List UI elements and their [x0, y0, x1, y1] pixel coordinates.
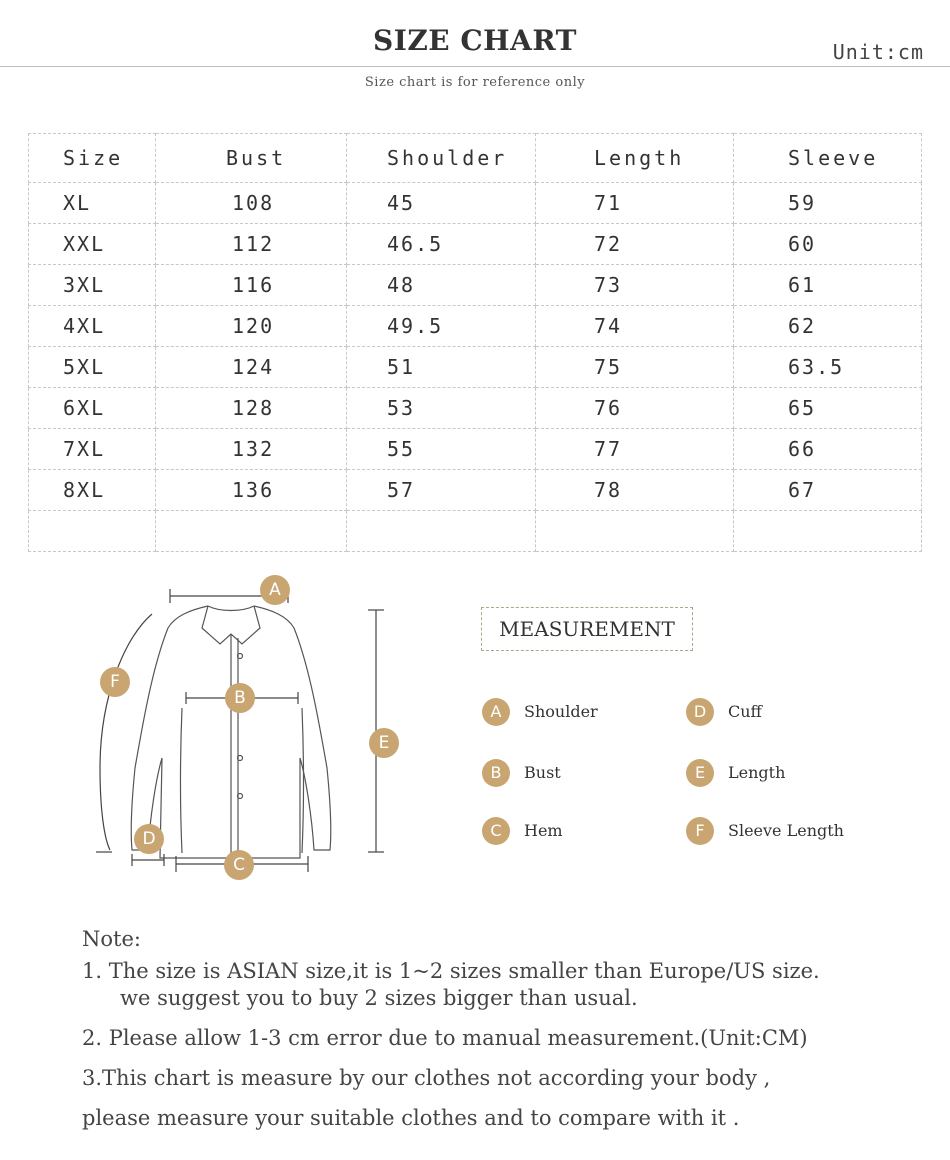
marker-a: A — [260, 575, 290, 605]
measurement-title: MEASUREMENT — [481, 607, 693, 651]
page-subtitle: Size chart is for reference only — [364, 75, 586, 90]
table-cell: 72 — [536, 224, 734, 265]
table-cell: 7XL — [29, 429, 156, 470]
legend-label: Hem — [524, 821, 563, 840]
legend-label: Sleeve Length — [728, 821, 844, 840]
marker-e: E — [369, 728, 399, 758]
table-cell: 71 — [536, 183, 734, 224]
table-cell: 128 — [156, 388, 347, 429]
table-cell: 112 — [156, 224, 347, 265]
table-cell: 55 — [347, 429, 536, 470]
table-cell: 65 — [734, 388, 922, 429]
table-cell: 49.5 — [347, 306, 536, 347]
table-cell: 63.5 — [734, 347, 922, 388]
notes-heading: Note: — [82, 927, 141, 951]
table-cell: 6XL — [29, 388, 156, 429]
table-cell: 77 — [536, 429, 734, 470]
table-row — [29, 265, 922, 306]
column-header-sleeve: Sleeve — [734, 134, 922, 183]
marker-d: D — [134, 824, 164, 854]
marker-f: F — [100, 667, 130, 697]
table-cell: 8XL — [29, 470, 156, 511]
marker-c: C — [224, 850, 254, 880]
column-header-length: Length — [536, 134, 734, 183]
table-row — [29, 388, 922, 429]
table-cell: 116 — [156, 265, 347, 306]
column-header-size: Size — [29, 134, 156, 183]
table-cell: 74 — [536, 306, 734, 347]
table-cell: 73 — [536, 265, 734, 306]
note-line: 3.This chart is measure by our clothes not according your body , — [82, 1066, 771, 1090]
table-cell — [29, 511, 156, 552]
table-cell — [156, 511, 347, 552]
legend-label: Bust — [524, 763, 561, 782]
legend-badge-d: D — [686, 698, 714, 726]
table-cell: 46.5 — [347, 224, 536, 265]
table-cell: 57 — [347, 470, 536, 511]
table-cell: 59 — [734, 183, 922, 224]
table-cell: 132 — [156, 429, 347, 470]
table-cell: 61 — [734, 265, 922, 306]
table-cell: 4XL — [29, 306, 156, 347]
table-row — [29, 224, 922, 265]
table-cell: 124 — [156, 347, 347, 388]
table-cell: 76 — [536, 388, 734, 429]
table-cell: 62 — [734, 306, 922, 347]
table-cell: 3XL — [29, 265, 156, 306]
table-cell: 78 — [536, 470, 734, 511]
table-cell: 48 — [347, 265, 536, 306]
legend-badge-c: C — [482, 817, 510, 845]
table-cell: 67 — [734, 470, 922, 511]
table-cell: 66 — [734, 429, 922, 470]
column-header-shoulder: Shoulder — [347, 134, 536, 183]
legend-badge-b: B — [482, 759, 510, 787]
table-row — [29, 347, 922, 388]
marker-b: B — [225, 683, 255, 713]
size-table-container — [28, 133, 921, 553]
note-line: 1. The size is ASIAN size,it is 1~2 sizes smaller than Europe/US size. — [82, 959, 820, 983]
table-cell: 108 — [156, 183, 347, 224]
shirt-measurement-diagram — [90, 568, 410, 888]
table-row — [29, 470, 922, 511]
table-cell — [734, 511, 922, 552]
legend-badge-a: A — [482, 698, 510, 726]
table-cell: 51 — [347, 347, 536, 388]
note-line: we suggest you to buy 2 sizes bigger than usual. — [120, 986, 638, 1010]
table-row — [29, 429, 922, 470]
table-cell: 53 — [347, 388, 536, 429]
unit-label: Unit:cm — [832, 40, 924, 64]
table-row — [29, 306, 922, 347]
column-header-bust: Bust — [156, 134, 347, 183]
title-divider — [0, 66, 950, 67]
legend-label: Cuff — [728, 702, 762, 721]
legend-badge-e: E — [686, 759, 714, 787]
table-row — [29, 511, 922, 552]
size-table — [28, 133, 922, 552]
legend-badge-f: F — [686, 817, 714, 845]
page-title: SIZE CHART — [373, 24, 577, 57]
table-cell: 75 — [536, 347, 734, 388]
table-cell: 5XL — [29, 347, 156, 388]
note-line: please measure your suitable clothes and to compare with it . — [82, 1106, 740, 1130]
table-header-row — [29, 134, 922, 183]
table-row — [29, 183, 922, 224]
legend-label: Length — [728, 763, 786, 782]
table-cell — [347, 511, 536, 552]
note-line: 2. Please allow 1-3 cm error due to manual measurement.(Unit:CM) — [82, 1026, 808, 1050]
table-cell: 60 — [734, 224, 922, 265]
table-cell: XL — [29, 183, 156, 224]
table-cell: 45 — [347, 183, 536, 224]
table-cell: 136 — [156, 470, 347, 511]
table-cell: 120 — [156, 306, 347, 347]
table-cell: XXL — [29, 224, 156, 265]
table-cell — [536, 511, 734, 552]
legend-label: Shoulder — [524, 702, 598, 721]
